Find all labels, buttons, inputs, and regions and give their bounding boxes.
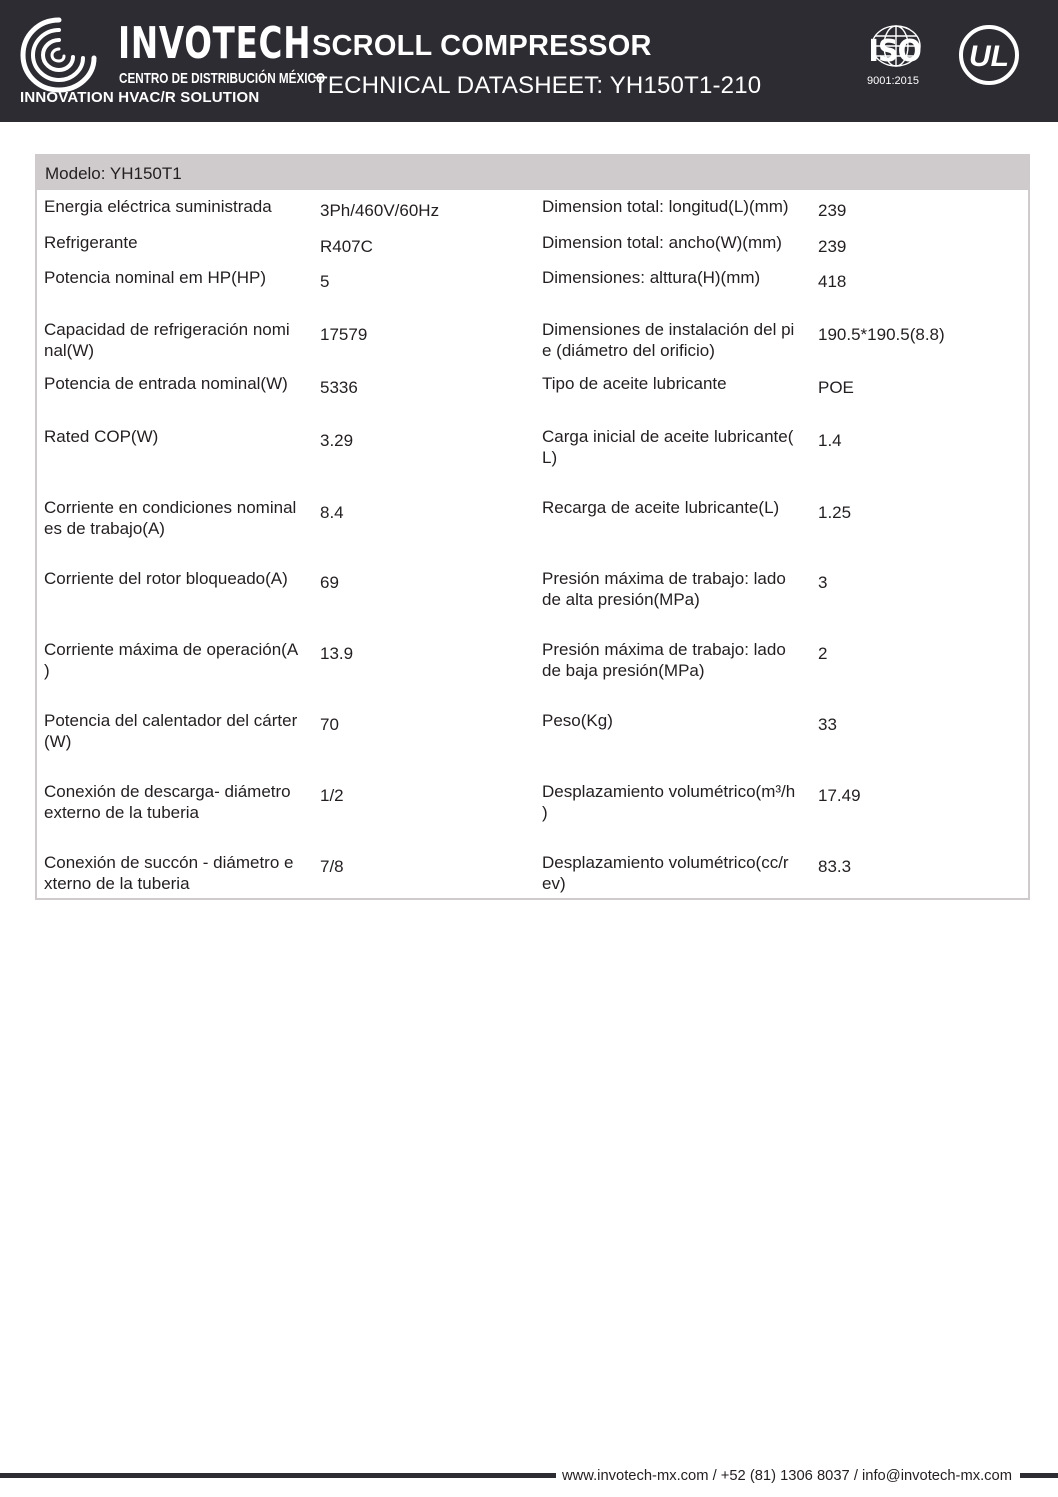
spec-label: Rated COP(W): [44, 427, 159, 446]
iso-certification-badge: [862, 24, 932, 94]
spec-value: 17.49: [818, 786, 861, 805]
spec-label: Potencia de entrada nominal(W): [44, 374, 288, 393]
ul-certification-icon: [958, 24, 1020, 86]
spec-label: Dimension total: ancho(W)(mm): [542, 233, 782, 252]
spec-value: 2: [818, 644, 828, 663]
spec-value: 1.4: [818, 431, 842, 450]
spec-label: e (diámetro del orificio): [542, 341, 715, 360]
spec-value: 239: [818, 201, 847, 220]
spec-value: 3.29: [320, 431, 354, 450]
spec-value: 13.9: [320, 644, 354, 663]
spec-label: externo de la tuberia: [44, 803, 199, 822]
brand-tagline: INNOVATION HVAC/R SOLUTION: [20, 89, 260, 106]
spec-label: Potencia nominal em HP(HP): [44, 268, 267, 287]
spec-value: 5336: [320, 378, 358, 397]
spec-label: Presión máxima de trabajo: lado: [542, 569, 786, 588]
spec-label: Conexión de succón - diámetro e: [44, 853, 294, 872]
spec-label: Desplazamiento volumétrico(cc/r: [542, 853, 789, 872]
spec-value: 3Ph/460V/60Hz: [320, 201, 440, 220]
header-banner: [0, 0, 1058, 122]
spec-value: 3: [818, 573, 828, 592]
ul-label: UL: [969, 40, 1009, 73]
footer-rule: [0, 1460, 1058, 1490]
spec-value: R407C: [320, 237, 373, 256]
specifications-table: [35, 154, 1030, 900]
invotech-logo: [18, 10, 326, 110]
spec-label: Dimension total: longitud(L)(mm): [542, 197, 789, 216]
document-subtitle: TECHNICAL DATASHEET: YH150T1-210: [313, 72, 762, 99]
spec-value: 190.5*190.5(8.8): [818, 325, 945, 344]
spec-value: 83.3: [818, 857, 852, 876]
spec-label: Corriente del rotor bloqueado(A): [44, 569, 288, 588]
spec-value: 418: [818, 272, 847, 291]
spec-value: 1.25: [818, 503, 852, 522]
spec-value: 70: [320, 715, 339, 734]
model-header-row: [37, 156, 1028, 190]
spec-label: Desplazamiento volumétrico(m³/h: [542, 782, 796, 801]
iso-label: ISO: [868, 34, 921, 69]
spec-label: Energia eléctrica suministrada: [44, 197, 272, 216]
spec-label: Corriente máxima de operación(A: [44, 640, 299, 659]
brand-name: INVOTECH: [118, 18, 312, 69]
spec-label: Presión máxima de trabajo: lado: [542, 640, 786, 659]
iso-standard-year: 9001:2015: [867, 75, 919, 87]
swirl-logo-icon: [18, 14, 100, 96]
spec-label: Tipo de aceite lubricante: [542, 374, 727, 393]
spec-value: 8.4: [320, 503, 344, 522]
spec-value: 1/2: [320, 786, 344, 805]
spec-label: Dimensiones: alttura(H)(mm): [542, 268, 761, 287]
spec-label: Carga inicial de aceite lubricante(: [542, 427, 794, 446]
spec-value: 69: [320, 573, 339, 592]
spec-label: ): [542, 803, 548, 822]
spec-value: 5: [320, 272, 330, 291]
spec-label: Corriente en condiciones nominal: [44, 498, 297, 517]
spec-label: (W): [44, 732, 72, 751]
spec-label: es de trabajo(A): [44, 519, 165, 538]
spec-label: Refrigerante: [44, 233, 138, 252]
brand-subtitle: CENTRO DE DISTRIBUCIÓN MÉXICO: [119, 70, 326, 87]
spec-label: Peso(Kg): [542, 711, 613, 730]
document-title: SCROLL COMPRESSOR: [312, 30, 652, 62]
spec-label: Dimensiones de instalación del pi: [542, 320, 795, 339]
spec-label: Potencia del calentador del cárter: [44, 711, 298, 730]
spec-label: ev): [542, 874, 566, 893]
spec-label: de alta presión(MPa): [542, 590, 700, 609]
spec-label: de baja presión(MPa): [542, 661, 705, 680]
spec-value: POE: [818, 378, 854, 397]
spec-label: Capacidad de refrigeración nomi: [44, 320, 290, 339]
spec-value: 7/8: [320, 857, 344, 876]
spec-label: xterno de la tuberia: [44, 874, 190, 893]
spec-value: 239: [818, 237, 847, 256]
spec-value: 33: [818, 715, 837, 734]
spec-label: ): [44, 661, 50, 680]
model-label: Modelo: YH150T1: [45, 164, 182, 183]
spec-label: Conexión de descarga- diámetro: [44, 782, 291, 801]
spec-label: L): [542, 448, 558, 467]
spec-label: nal(W): [44, 341, 95, 360]
spec-label: Recarga de aceite lubricante(L): [542, 498, 780, 517]
spec-value: 17579: [320, 325, 368, 344]
footer-contact: www.invotech-mx.com / +52 (81) 1306 8037 / info@invotech-mx.com: [561, 1467, 1012, 1484]
